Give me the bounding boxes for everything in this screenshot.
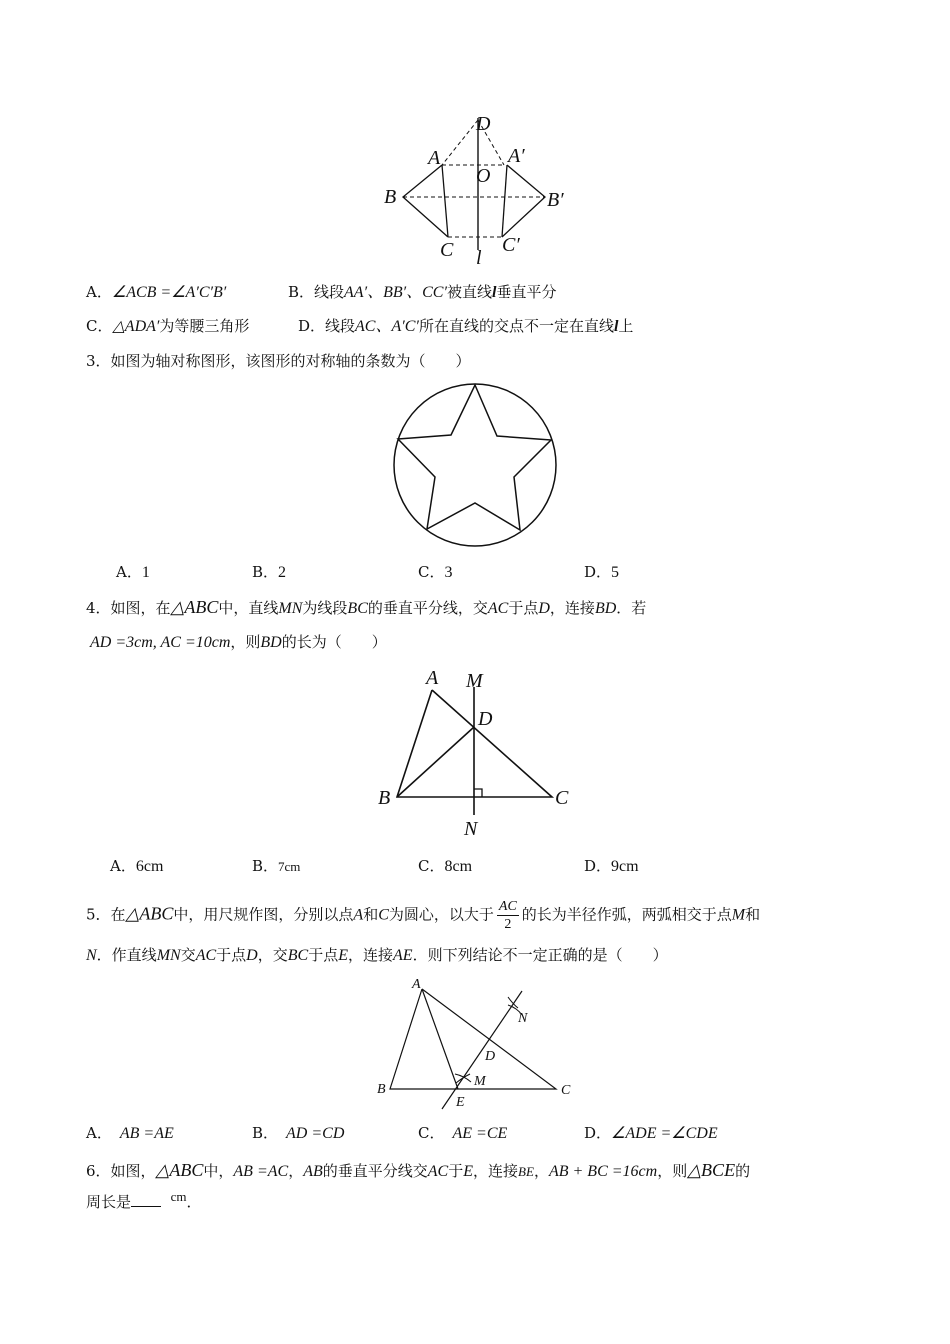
q3-option-d: D．5 [584,563,620,581]
q2-label-b: B [384,186,397,208]
q6-stem-line1: 6．如图，△ABC中，AB =AC，AB的垂直平分线交AC于E，连接BE，AB + BC =16cm，则△BCE的 [86,1160,751,1180]
q2-option-a: A．∠ACB =∠A′C′B′ [86,283,227,301]
q3-option-c: C．3 [418,563,453,581]
q2-option-c: C．△ADA′为等腰三角形 [86,317,250,335]
q5-label-m: M [474,1074,486,1089]
q2-label-b1: B′ [547,189,564,211]
q2-label-d: D [476,113,491,135]
q5-label-b: B [377,1082,386,1097]
q4-label-a: A [426,667,439,689]
q2-label-a: A [428,147,441,169]
q4-figure [370,665,585,845]
q2-label-l: l [476,247,482,269]
q6-stem-line2: 周长是 cm． [86,1189,202,1211]
q3-figure-star-in-circle [390,380,560,550]
q4-option-b: B．7cm [252,857,301,875]
q5-label-d: D [485,1049,496,1064]
q5-option-c: C． AE =CE [418,1124,508,1142]
q5-label-c: C [561,1083,571,1098]
q4-label-m: M [466,670,483,692]
q5-label-n: N [518,1011,528,1026]
q5-option-b: B． AD =CD [252,1124,345,1142]
q2-label-o: O [476,165,491,187]
q5-fraction: $\frac{AC}{2}$ [498,899,517,932]
q2-label-c: C [440,239,454,261]
q5-label-e: E [456,1095,465,1110]
q4-option-c: C．8cm [418,857,473,875]
q6-answer-blank[interactable] [131,1192,161,1207]
q4-option-d: D．9cm [584,857,639,875]
q5-figure [370,975,580,1115]
q4-option-a: A．6cm [110,857,164,875]
q4-label-d: D [478,708,493,730]
q4-label-c: C [555,787,569,809]
q4-label-b: B [378,787,391,809]
q2-option-d: D．线段AC、A′C′所在直线的交点不一定在直线l上 [298,317,634,335]
q2-option-b: B．线段AA′、BB′、CC′被直线l垂直平分 [288,283,557,301]
q3-option-b: B．2 [252,563,287,581]
q5-stem-line2: N．作直线MN交AC于点D，交BC于点E，连接AE．则下列结论不一定正确的是（ ） [86,946,668,964]
q3-option-a: A．1 [116,563,150,581]
q2-label-a1: A′ [508,145,525,167]
q4-stem-line1: 4．如图，在△ABC中，直线MN为线段BC的垂直平分线，交AC于点D，连接BD．若 [86,597,647,617]
q5-option-d: D．∠ADE =∠CDE [584,1124,718,1142]
q3-stem: 3．如图为轴对称图形，该图形的对称轴的条数为（ ） [86,352,471,370]
q5-stem-line1: 5．在△ABC中，用尺规作图，分别以点A和C为圆心，以大于 $\frac{AC}{2}$ 的长为半径作弧，两弧相交于点M和 [86,899,761,932]
q2-label-c1: C′ [502,234,520,256]
q4-label-n: N [464,818,478,840]
q5-option-a: A． AB =AE [86,1124,174,1142]
q4-stem-line2: AD =3cm, AC =10cm，则BD的长为（ ） [90,633,387,651]
q5-label-a: A [412,977,421,992]
q2-figure [370,110,580,270]
